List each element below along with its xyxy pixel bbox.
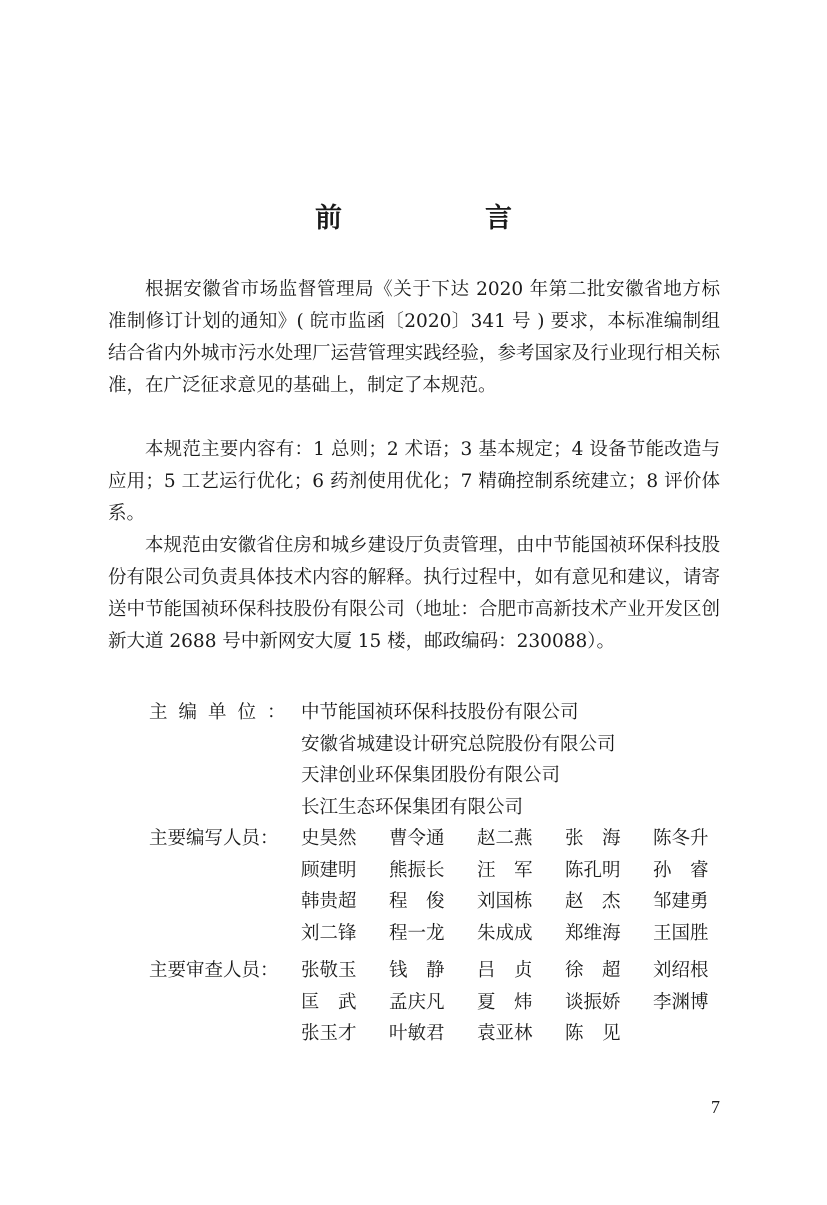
main-reviewers-list <box>301 955 741 1050</box>
reviewer-name: 吕 贞 <box>477 960 533 981</box>
reviewer-name: 刘绍根 <box>653 960 709 981</box>
reviewer-name: 陈 见 <box>565 1023 621 1044</box>
main-writers-list <box>301 823 741 949</box>
main-writers-label: 主要编写人员： <box>149 828 279 849</box>
paragraph-2 <box>108 434 720 530</box>
reviewer-name: 夏 炜 <box>477 991 533 1013</box>
writer-name: 郑维海 <box>565 922 621 944</box>
page-title: 前 言 <box>315 203 570 234</box>
main-reviewers-label: 主要审查人员： <box>149 960 279 981</box>
paragraph-1 <box>108 274 720 402</box>
reviewer-name: 李渊博 <box>653 991 709 1013</box>
paragraph-3-text: 本规范由安徽省住房和城乡建设厅负责管理，由中节能国祯环保科技股份有限公司负责具体技术内容的解释。执行过程中，如有意见和建议，请寄送中节能国祯环保科技股份有限公司（地址：合肥市高新技术产业开发区创新大道 2688 号中新网安大厦 15 楼，邮政编码：230088）。 <box>108 535 720 652</box>
page-number: 7 <box>711 1097 720 1117</box>
writer-name: 韩贵超 <box>301 891 357 912</box>
writer-name: 熊振长 <box>389 859 445 881</box>
reviewer-name: 袁亚林 <box>477 1023 533 1044</box>
reviewer-name: 张敬玉 <box>301 960 357 981</box>
editing-unit: 天津创业环保集团股份有限公司 <box>301 765 561 786</box>
reviewer-name: 徐 超 <box>565 960 621 981</box>
writer-name: 朱成成 <box>477 922 533 944</box>
editing-unit: 安徽省城建设计研究总院股份有限公司 <box>301 733 616 755</box>
writer-name: 赵 杰 <box>565 891 621 912</box>
writer-name: 程 俊 <box>389 891 445 912</box>
writer-name: 王国胜 <box>653 922 709 944</box>
reviewer-name: 孟庆凡 <box>389 991 445 1013</box>
reviewer-name: 匡 武 <box>301 991 357 1013</box>
reviewer-name: 张玉才 <box>301 1023 357 1044</box>
writer-name: 曹令通 <box>389 828 445 849</box>
writer-name: 刘二锋 <box>301 922 357 944</box>
editing-units-list <box>301 697 616 823</box>
reviewer-name: 钱 静 <box>389 960 445 981</box>
writer-name: 程一龙 <box>389 922 445 944</box>
editing-units-label: 主编单位： <box>149 702 297 723</box>
writer-name: 汪 军 <box>477 859 533 881</box>
writer-name: 孙 睿 <box>653 859 709 881</box>
reviewer-name: 叶敏君 <box>389 1023 445 1044</box>
paragraph-1-text: 根据安徽省市场监督管理局《关于下达 2020 年第二批安徽省地方标准制修订计划的通知》( 皖市监函〔2020〕341 号 ) 要求，本标准编制组结合省内外城市污水处理厂运营管理实践经验，参考国家及行业现行相关标准，在广泛征求意见的基础上，制定了本规范。 <box>108 279 720 396</box>
writer-name: 陈孔明 <box>565 859 621 881</box>
writer-name: 邹建勇 <box>653 891 709 912</box>
writer-name: 张 海 <box>565 828 621 849</box>
writer-name: 刘国栋 <box>477 891 533 912</box>
writer-name: 赵二燕 <box>477 828 533 849</box>
writer-name: 顾建明 <box>301 859 357 881</box>
paragraph-3 <box>108 530 720 658</box>
reviewer-name: 谈振娇 <box>565 991 621 1013</box>
writer-name: 史昊然 <box>301 828 357 849</box>
editing-unit: 长江生态环保集团有限公司 <box>301 796 524 818</box>
paragraph-2-text: 本规范主要内容有：1 总则；2 术语；3 基本规定；4 设备节能改造与应用；5 工艺运行优化；6 药剂使用优化；7 精确控制系统建立；8 评价体系。 <box>108 439 720 524</box>
editing-unit: 中节能国祯环保科技股份有限公司 <box>301 702 579 723</box>
writer-name: 陈冬升 <box>653 828 709 849</box>
